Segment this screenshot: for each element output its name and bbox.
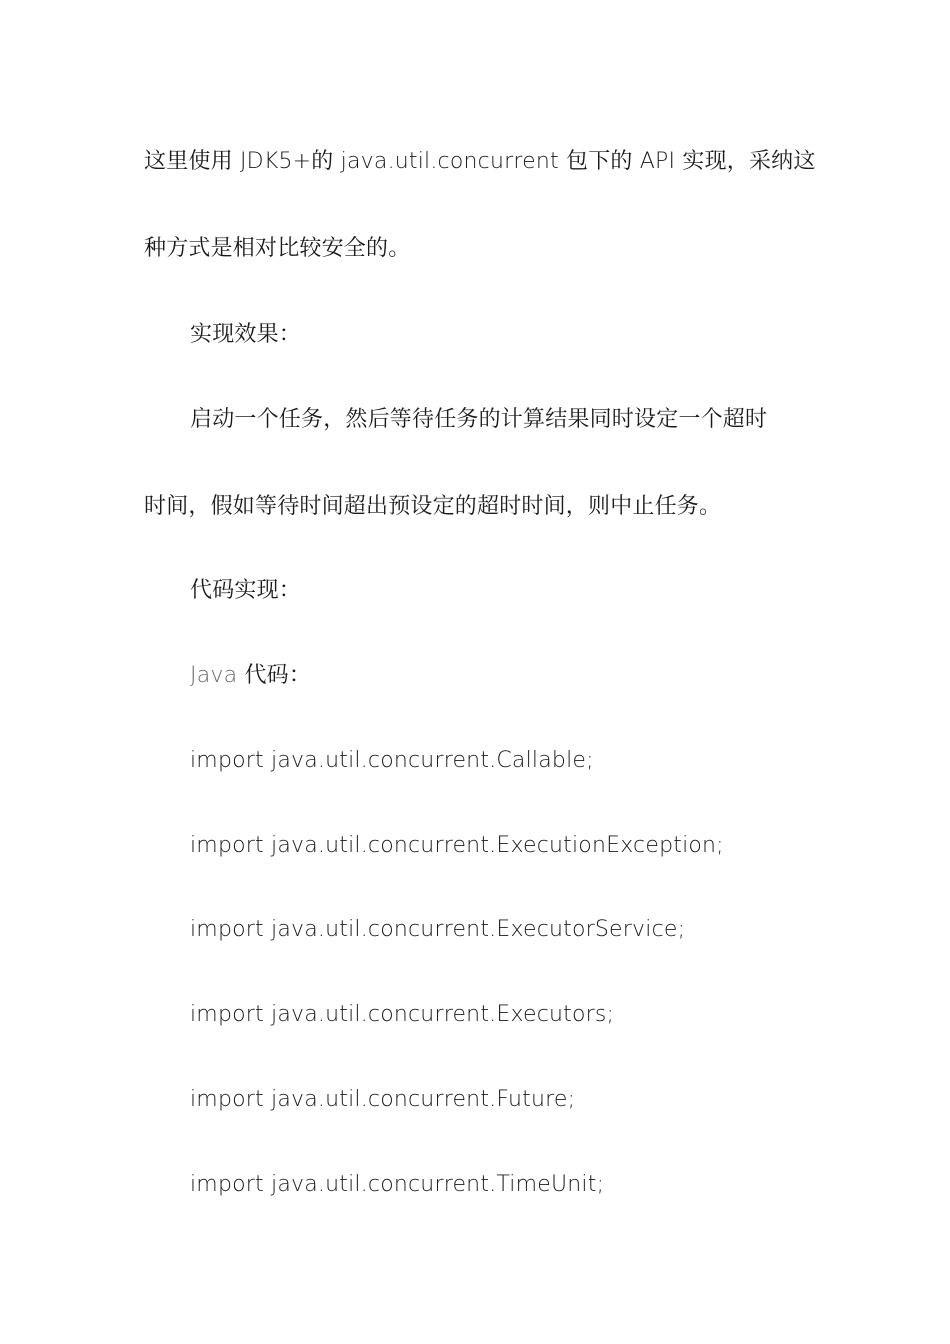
code-line: import java.util.concurrent.Callable; <box>190 748 594 773</box>
code-line: import java.util.concurrent.Executors; <box>190 1002 615 1027</box>
code-line: import java.util.concurrent.ExecutorService; <box>190 917 686 942</box>
code-line: import java.util.concurrent.TimeUnit; <box>190 1172 605 1197</box>
java-label-suffix: 代码： <box>237 663 312 688</box>
java-label-prefix: Java <box>190 663 238 688</box>
paragraph-line: 启动一个任务，然后等待任务的计算结果同时设定一个超时 <box>190 407 768 432</box>
paragraph-line: 时间，假如等待时间超出预设定的超时时间，则中止任务。 <box>144 494 722 519</box>
paragraph-line: 种方式是相对比较安全的。 <box>144 236 411 261</box>
section-heading-code: 代码实现： <box>190 578 302 603</box>
java-code-label <box>190 661 311 691</box>
paragraph-line: 这里使用 JDK5+的 java.util.concurrent 包下的 API 实现，采纳这 <box>144 149 816 174</box>
code-line: import java.util.concurrent.Future; <box>190 1087 576 1112</box>
code-line: import java.util.concurrent.ExecutionException; <box>190 833 724 858</box>
section-heading-effect: 实现效果： <box>190 322 302 347</box>
